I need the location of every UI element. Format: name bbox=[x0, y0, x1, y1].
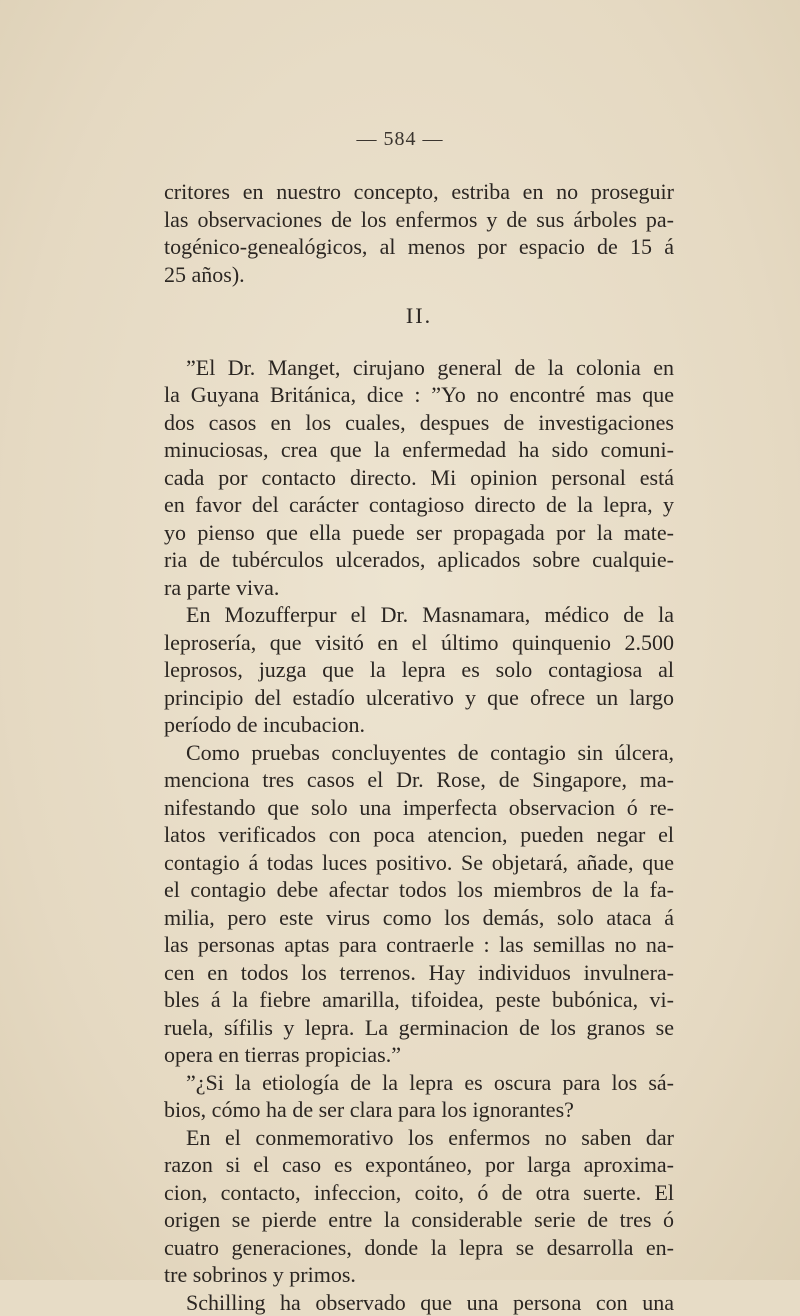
section-heading: II. bbox=[164, 302, 674, 330]
paragraph-4 bbox=[164, 739, 674, 1069]
text-line: cion, contacto, infeccion, coito, ó de otra suerte. El bbox=[164, 1179, 674, 1207]
text-line: leprosería, que visitó en el último quinquenio 2.500 bbox=[164, 629, 674, 657]
text-line: período de incubacion. bbox=[164, 711, 674, 739]
text-line: cada por contacto directo. Mi opinion personal está bbox=[164, 464, 674, 492]
paragraph-5 bbox=[164, 1069, 674, 1124]
text-line: ra parte viva. bbox=[164, 574, 674, 602]
text-line: el contagio debe afectar todos los miembros de la fa- bbox=[164, 876, 674, 904]
text-line: ruela, sífilis y lepra. La germinacion de los granos se bbox=[164, 1014, 674, 1042]
text-line: origen se pierde entre la considerable serie de tres ó bbox=[164, 1206, 674, 1234]
text-line: ”¿Si la etiología de la lepra es oscura para los sá- bbox=[164, 1069, 674, 1097]
paragraph-1 bbox=[164, 178, 674, 288]
page-number: — 584 — bbox=[0, 128, 800, 151]
text-line: En Mozufferpur el Dr. Masnamara, médico de la bbox=[164, 601, 674, 629]
text-line: yo pienso que ella puede ser propagada por la mate- bbox=[164, 519, 674, 547]
text-line: dos casos en los cuales, despues de investigaciones bbox=[164, 409, 674, 437]
text-line: principio del estadío ulcerativo y que ofrece un largo bbox=[164, 684, 674, 712]
text-line: las observaciones de los enfermos y de sus árboles pa- bbox=[164, 206, 674, 234]
text-line: nifestando que solo una imperfecta observacion ó re- bbox=[164, 794, 674, 822]
body-text bbox=[164, 178, 674, 1316]
paragraph-3 bbox=[164, 601, 674, 739]
text-line: 25 años). bbox=[164, 261, 674, 289]
text-line: minuciosas, crea que la enfermedad ha sido comuni- bbox=[164, 436, 674, 464]
text-line: togénico-genealógicos, al menos por espacio de 15 á bbox=[164, 233, 674, 261]
text-line: las personas aptas para contraerle : las semillas no na- bbox=[164, 931, 674, 959]
text-line: opera en tierras propicias.” bbox=[164, 1041, 674, 1069]
text-line: contagio á todas luces positivo. Se objetará, añade, que bbox=[164, 849, 674, 877]
text-line: bles á la fiebre amarilla, tifoidea, peste bubónica, vi- bbox=[164, 986, 674, 1014]
paragraph-6 bbox=[164, 1124, 674, 1289]
text-line: razon si el caso es expontáneo, por larga aproxima- bbox=[164, 1151, 674, 1179]
text-line: la Guyana Británica, dice : ”Yo no encontré mas que bbox=[164, 381, 674, 409]
text-line: en favor del carácter contagioso directo de la lepra, y bbox=[164, 491, 674, 519]
text-line: milia, pero este virus como los demás, solo ataca á bbox=[164, 904, 674, 932]
text-line: ”El Dr. Manget, cirujano general de la colonia en bbox=[164, 354, 674, 382]
text-line: menciona tres casos el Dr. Rose, de Singapore, ma- bbox=[164, 766, 674, 794]
text-line: ria de tubérculos ulcerados, aplicados sobre cualquie- bbox=[164, 546, 674, 574]
paragraph-2 bbox=[164, 354, 674, 602]
paragraph-7 bbox=[164, 1289, 674, 1316]
text-line: tre sobrinos y primos. bbox=[164, 1261, 674, 1289]
text-line: bios, cómo ha de ser clara para los ignorantes? bbox=[164, 1096, 674, 1124]
text-line: critores en nuestro concepto, estriba en no proseguir bbox=[164, 178, 674, 206]
text-line: cuatro generaciones, donde la lepra se desarrolla en- bbox=[164, 1234, 674, 1262]
text-line: cen en todos los terrenos. Hay individuos invulnera- bbox=[164, 959, 674, 987]
text-line: Schilling ha observado que una persona con una bbox=[164, 1289, 674, 1316]
text-line: En el conmemorativo los enfermos no saben dar bbox=[164, 1124, 674, 1152]
text-line: leprosos, juzga que la lepra es solo contagiosa al bbox=[164, 656, 674, 684]
text-line: latos verificados con poca atencion, pueden negar el bbox=[164, 821, 674, 849]
text-line: Como pruebas concluyentes de contagio sin úlcera, bbox=[164, 739, 674, 767]
